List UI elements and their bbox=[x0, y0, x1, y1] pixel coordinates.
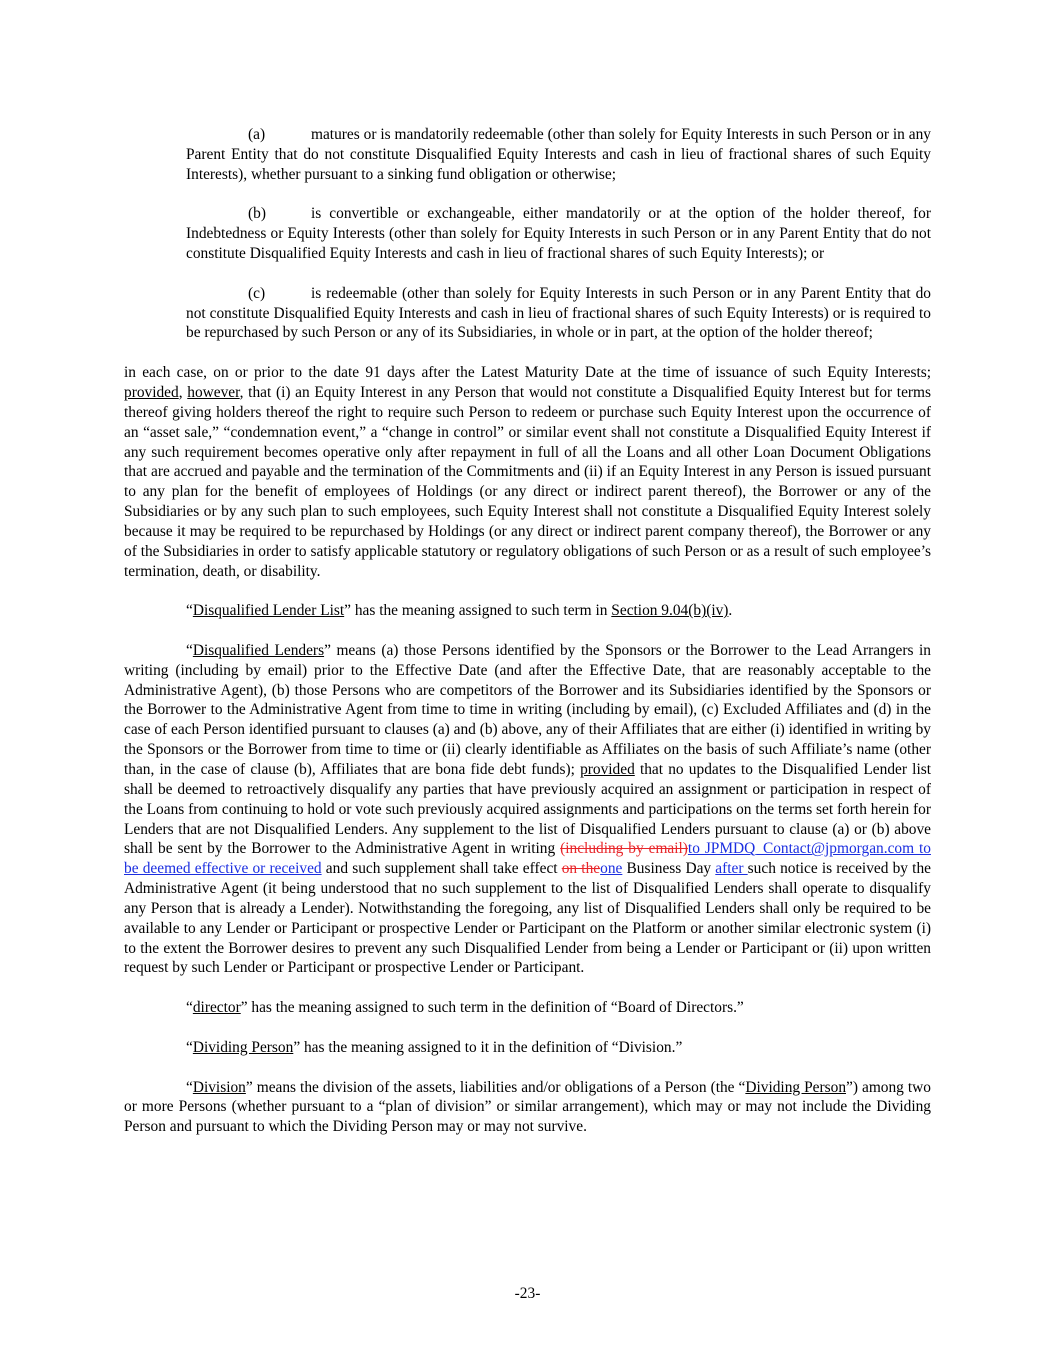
text-run: “ bbox=[186, 1038, 193, 1056]
text-run: matures or is mandatorily redeemable (other than solely for Equity Interests in such Person or in any Parent Entity that do not constitute Disqualified Equity Interests and cash in lieu of fractional shares of such Equity Interests), whether pursuant to a sinking fund obligation or otherwise; bbox=[186, 126, 931, 183]
text-run: and such supplement shall take effect bbox=[321, 860, 562, 878]
defined-term: Dividing Person bbox=[192, 1038, 294, 1056]
text-run: ” has the meaning assigned to it in the definition of “Division.” bbox=[293, 1038, 683, 1056]
clause-label: (c) bbox=[248, 284, 266, 302]
defined-term: provided bbox=[580, 761, 635, 778]
text-run: , bbox=[178, 383, 188, 401]
deleted-text: (including by email) bbox=[560, 840, 688, 858]
paragraph bbox=[124, 363, 931, 581]
text-run: “ bbox=[186, 641, 193, 659]
text-run: ” has the meaning assigned to such term in bbox=[344, 602, 612, 620]
clause-label: (a) bbox=[248, 126, 266, 143]
clause-item bbox=[186, 204, 931, 264]
clause-item bbox=[186, 284, 931, 344]
text-run: Business Day bbox=[622, 860, 716, 878]
text-run: such notice is received by the Administrative Agent (it being understood that no such supplement to the list of Disqualified Lenders shall operate to disqualify any Person that is already a Lender). Notwithstanding the foregoing, any list of Disqualified Lenders shall only be required to be available to any Lender or Participant or prospective Lender or Participant on the Platform or another similar electronic system (i) to the extent the Borrower desires to prevent any such Disqualified Lender from being a Lender or Participant or (ii) upon written request by such Lender or Participant or prospective Lender or Participant. bbox=[124, 860, 931, 977]
text-run: ”) among two or more Persons (whether pursuant to a “plan of division” or similar arrangement), which may or may not include the Dividing Person and pursuant to which the Dividing Person may or may not survive. bbox=[124, 1078, 931, 1136]
defined-term: however bbox=[187, 383, 240, 401]
text-run: is redeemable (other than solely for Equity Interests in such Person or in any Parent Entity that do not constitute Disqualified Equity Interests and cash in lieu of fractional shares of such Equity Interests) or is required to be repurchased by such Person or any of its Subsidiaries, in whole or in part, at the option of the holder thereof; bbox=[186, 284, 931, 342]
text-run: ” means (a) those Persons identified by the Sponsors or the Borrower to the Lead Arrangers in writing (including by email) prior to the Effective Date (and after the Effective Date, that are reasonably acceptable to the Administrative Agent), (b) those Persons who are competitors of the Borrower and its Subsidiaries identified by the Sponsors or the Borrower to the Administrative Agent from time to time in writing (including by email), (c) Excluded Affiliates and (d) in the case of each Person identified pursuant to clauses (a) and (b) above, any of their Affiliates that are either (i) identified in writing by the Sponsors or the Borrower from time to time or (ii) clearly identifiable as Affiliates on the basis of such Affiliate’s name (other than, in the case of clause (b), Affiliates that are bona fide debt funds); bbox=[124, 641, 931, 778]
paragraph bbox=[124, 601, 931, 621]
clause-item bbox=[186, 125, 931, 185]
defined-term: director bbox=[192, 999, 241, 1017]
clause-label: (b) bbox=[248, 205, 266, 223]
text-run: “ bbox=[186, 999, 193, 1017]
defined-term: provided bbox=[124, 383, 179, 401]
paragraph bbox=[124, 1038, 931, 1058]
text-run: ” means the division of the assets, liabilities and/or obligations of a Person (the “ bbox=[245, 1078, 746, 1096]
document-body bbox=[124, 125, 931, 1157]
paragraph bbox=[124, 641, 931, 978]
deleted-text: on the bbox=[561, 860, 601, 878]
defined-term: Disqualified Lender List bbox=[192, 602, 345, 620]
text-run: ” has the meaning assigned to such term in the definition of “Board of Directors.” bbox=[240, 999, 744, 1017]
inserted-text: one bbox=[600, 860, 623, 878]
defined-term: Disqualified Lenders bbox=[192, 641, 325, 659]
defined-term: Dividing Person bbox=[745, 1078, 847, 1096]
text-run: is convertible or exchangeable, either mandatorily or at the option of the holder thereof, for Indebtedness or Equity Interests (other than solely for Equity Interests in such Person or in any Parent Entity that do not constitute Disqualified Equity Interests and cash in lieu of fractional shares of such Equity Interests); or bbox=[186, 205, 931, 263]
defined-term: Section 9.04(b)(iv) bbox=[611, 602, 729, 620]
text-run: “ bbox=[186, 1078, 193, 1096]
text-run: “ bbox=[186, 602, 193, 620]
inserted-text: to JPMDQ_Contact@jpmorgan.com to be deemed effective or received bbox=[124, 840, 931, 878]
inserted-text: after bbox=[715, 860, 748, 878]
defined-term: Division bbox=[192, 1078, 246, 1096]
paragraph bbox=[124, 1078, 931, 1138]
text-run: , that (i) an Equity Interest in any Person that would not constitute a Disqualified Equity Interest but for terms thereof giving holders thereof the right to require such Person to redeem or purchase such Equity Interest upon the occurrence of an “asset sale,” “condemnation event,” a “change in control” or similar event shall not constitute a Disqualified Equity Interest if any such requirement becomes operative only after repayment in full of all the Loans and all other Loan Document Obligations that are accrued and payable and the termination of the Commitments and (ii) if an Equity Interest in any Person is issued pursuant to any plan for the benefit of employees of Holdings (or any direct or indirect parent thereof), the Borrower or any of the Subsidiaries or by any such plan to such employees, such Equity Interest shall not constitute a Disqualified Equity Interest solely because it may be required to be repurchased by Holdings (or any direct or indirect parent company thereof), the Borrower or any of the Subsidiaries in order to satisfy applicable statutory or regulatory obligations of such Person or as a result of such employee’s termination, death, or disability. bbox=[124, 383, 931, 580]
text-run: that no updates to the Disqualified Lender list shall be deemed to retroactively disqualify any parties that have previously acquired an assignment or participation in respect of the Loans from continuing to hold or vote such previously acquired assignments and participations on the terms set forth herein for Lenders that are not Disqualified Lenders. Any supplement to the list of Disqualified Lenders pursuant to clause (a) or (b) above shall be sent by the Borrower to the Administrative Agent in writing bbox=[124, 761, 931, 858]
paragraph bbox=[124, 998, 931, 1018]
text-run: . bbox=[728, 602, 733, 620]
page-number: -23- bbox=[514, 1285, 541, 1302]
text-run: in each case, on or prior to the date 91 days after the Latest Maturity Date at the time of issuance of such Equity Interests; bbox=[124, 364, 931, 382]
